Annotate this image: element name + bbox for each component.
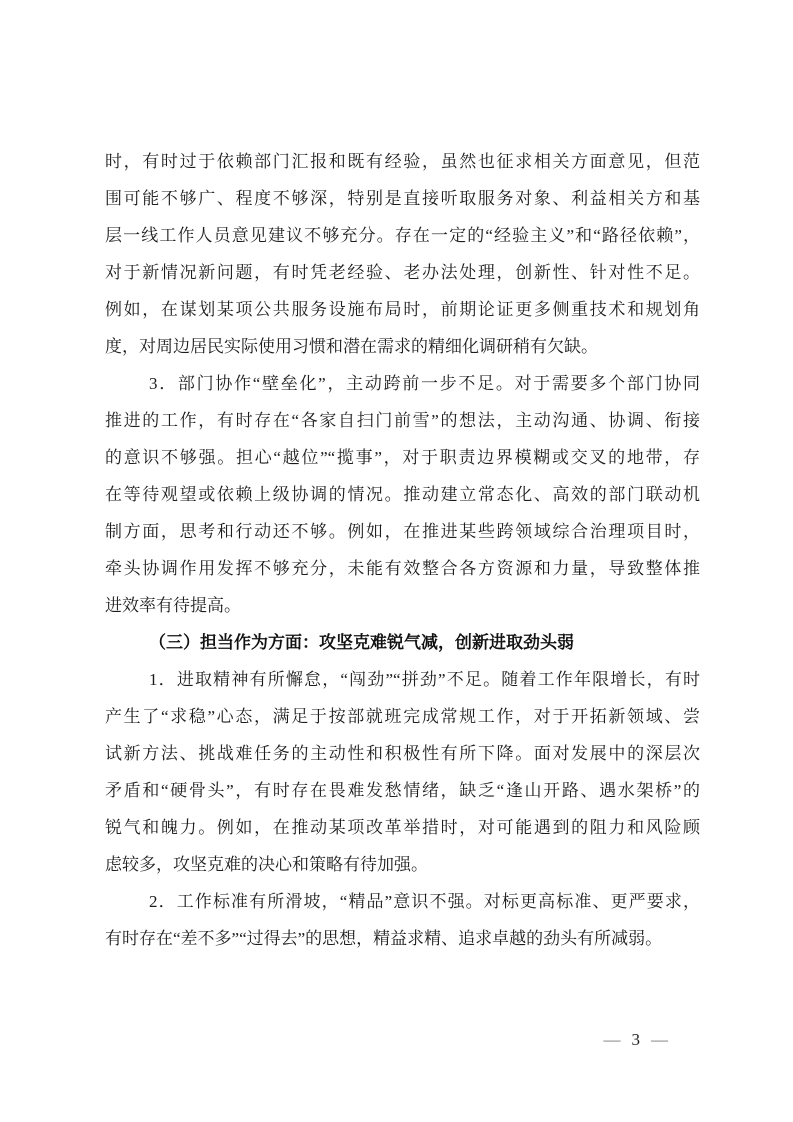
text-line: 在等待观望或依赖上级协调的情况。推动建立常态化、高效的部门联动机	[105, 485, 700, 504]
text-line: 牵头协调作用发挥不够充分，未能有效整合各方资源和力量，导致整体推	[105, 559, 700, 578]
text-line: 进效率有待提高。	[105, 596, 241, 615]
text-line: 推进的工作，有时存在“各家自扫门前雪”的想法，主动沟通、协调、衔接	[105, 411, 700, 430]
text-line: 度，对周边居民实际使用习惯和潜在需求的精细化调研稍有欠缺。	[105, 337, 598, 356]
text-line: 制方面，思考和行动还不够。例如，在推进某些跨领域综合治理项目时，	[105, 522, 700, 541]
paragraph-start-line: 1．进取精神有所懈怠，“闯劲”“拼劲”不足。随着工作年限增长，有时	[149, 670, 700, 689]
text-line: 矛盾和“硬骨头”，有时存在畏难发愁情绪，缺乏“逢山开路、遇水架桥”的	[105, 781, 700, 800]
text-line: 产生了“求稳”心态，满足于按部就班完成常规工作，对于开拓新领域、尝	[105, 707, 700, 726]
text-line: 例如，在谋划某项公共服务设施布局时，前期论证更多侧重技术和规划角	[105, 300, 700, 319]
paragraph-start-line: 2．工作标准有所滑坡，“精品”意识不强。对标更高标准、更严要求，	[149, 892, 700, 911]
text-line: 对于新情况新问题，有时凭老经验、老办法处理，创新性、针对性不足。	[105, 263, 700, 282]
text-line: 时，有时过于依赖部门汇报和既有经验，虽然也征求相关方面意见，但范	[105, 152, 700, 171]
text-line: 锐气和魄力。例如，在推动某项改革举措时，对可能遇到的阻力和风险顾	[105, 818, 700, 837]
text-line: 有时存在“差不多”“过得去”的思想，精益求精、追求卓越的劲头有所减弱。	[105, 929, 663, 948]
text-line: 试新方法、挑战难任务的主动性和积极性有所下降。面对发展中的深层次	[105, 744, 700, 763]
page-number	[600, 1028, 674, 1052]
page-number-dash-right: —	[651, 1030, 669, 1049]
text-line: 层一线工作人员意见建议不够充分。存在一定的“经验主义”和“路径依赖”，	[105, 226, 700, 245]
page-number-dash-left: —	[603, 1030, 622, 1049]
text-line: 围可能不够广、程度不够深，特别是直接听取服务对象、利益相关方和基	[105, 189, 700, 208]
paragraph-start-line: 3．部门协作“壁垒化”，主动跨前一步不足。对于需要多个部门协同	[149, 374, 700, 393]
text-line: 虑较多，攻坚克难的决心和策略有待加强。	[105, 855, 428, 874]
section-heading: （三）担当作为方面：攻坚克难锐气减，创新进取劲头弱	[149, 633, 574, 652]
document-body	[105, 143, 700, 957]
page-number-value: 3	[631, 1030, 641, 1049]
text-line: 的意识不够强。担心“越位”“揽事”，对于职责边界模糊或交叉的地带，存	[105, 448, 700, 467]
